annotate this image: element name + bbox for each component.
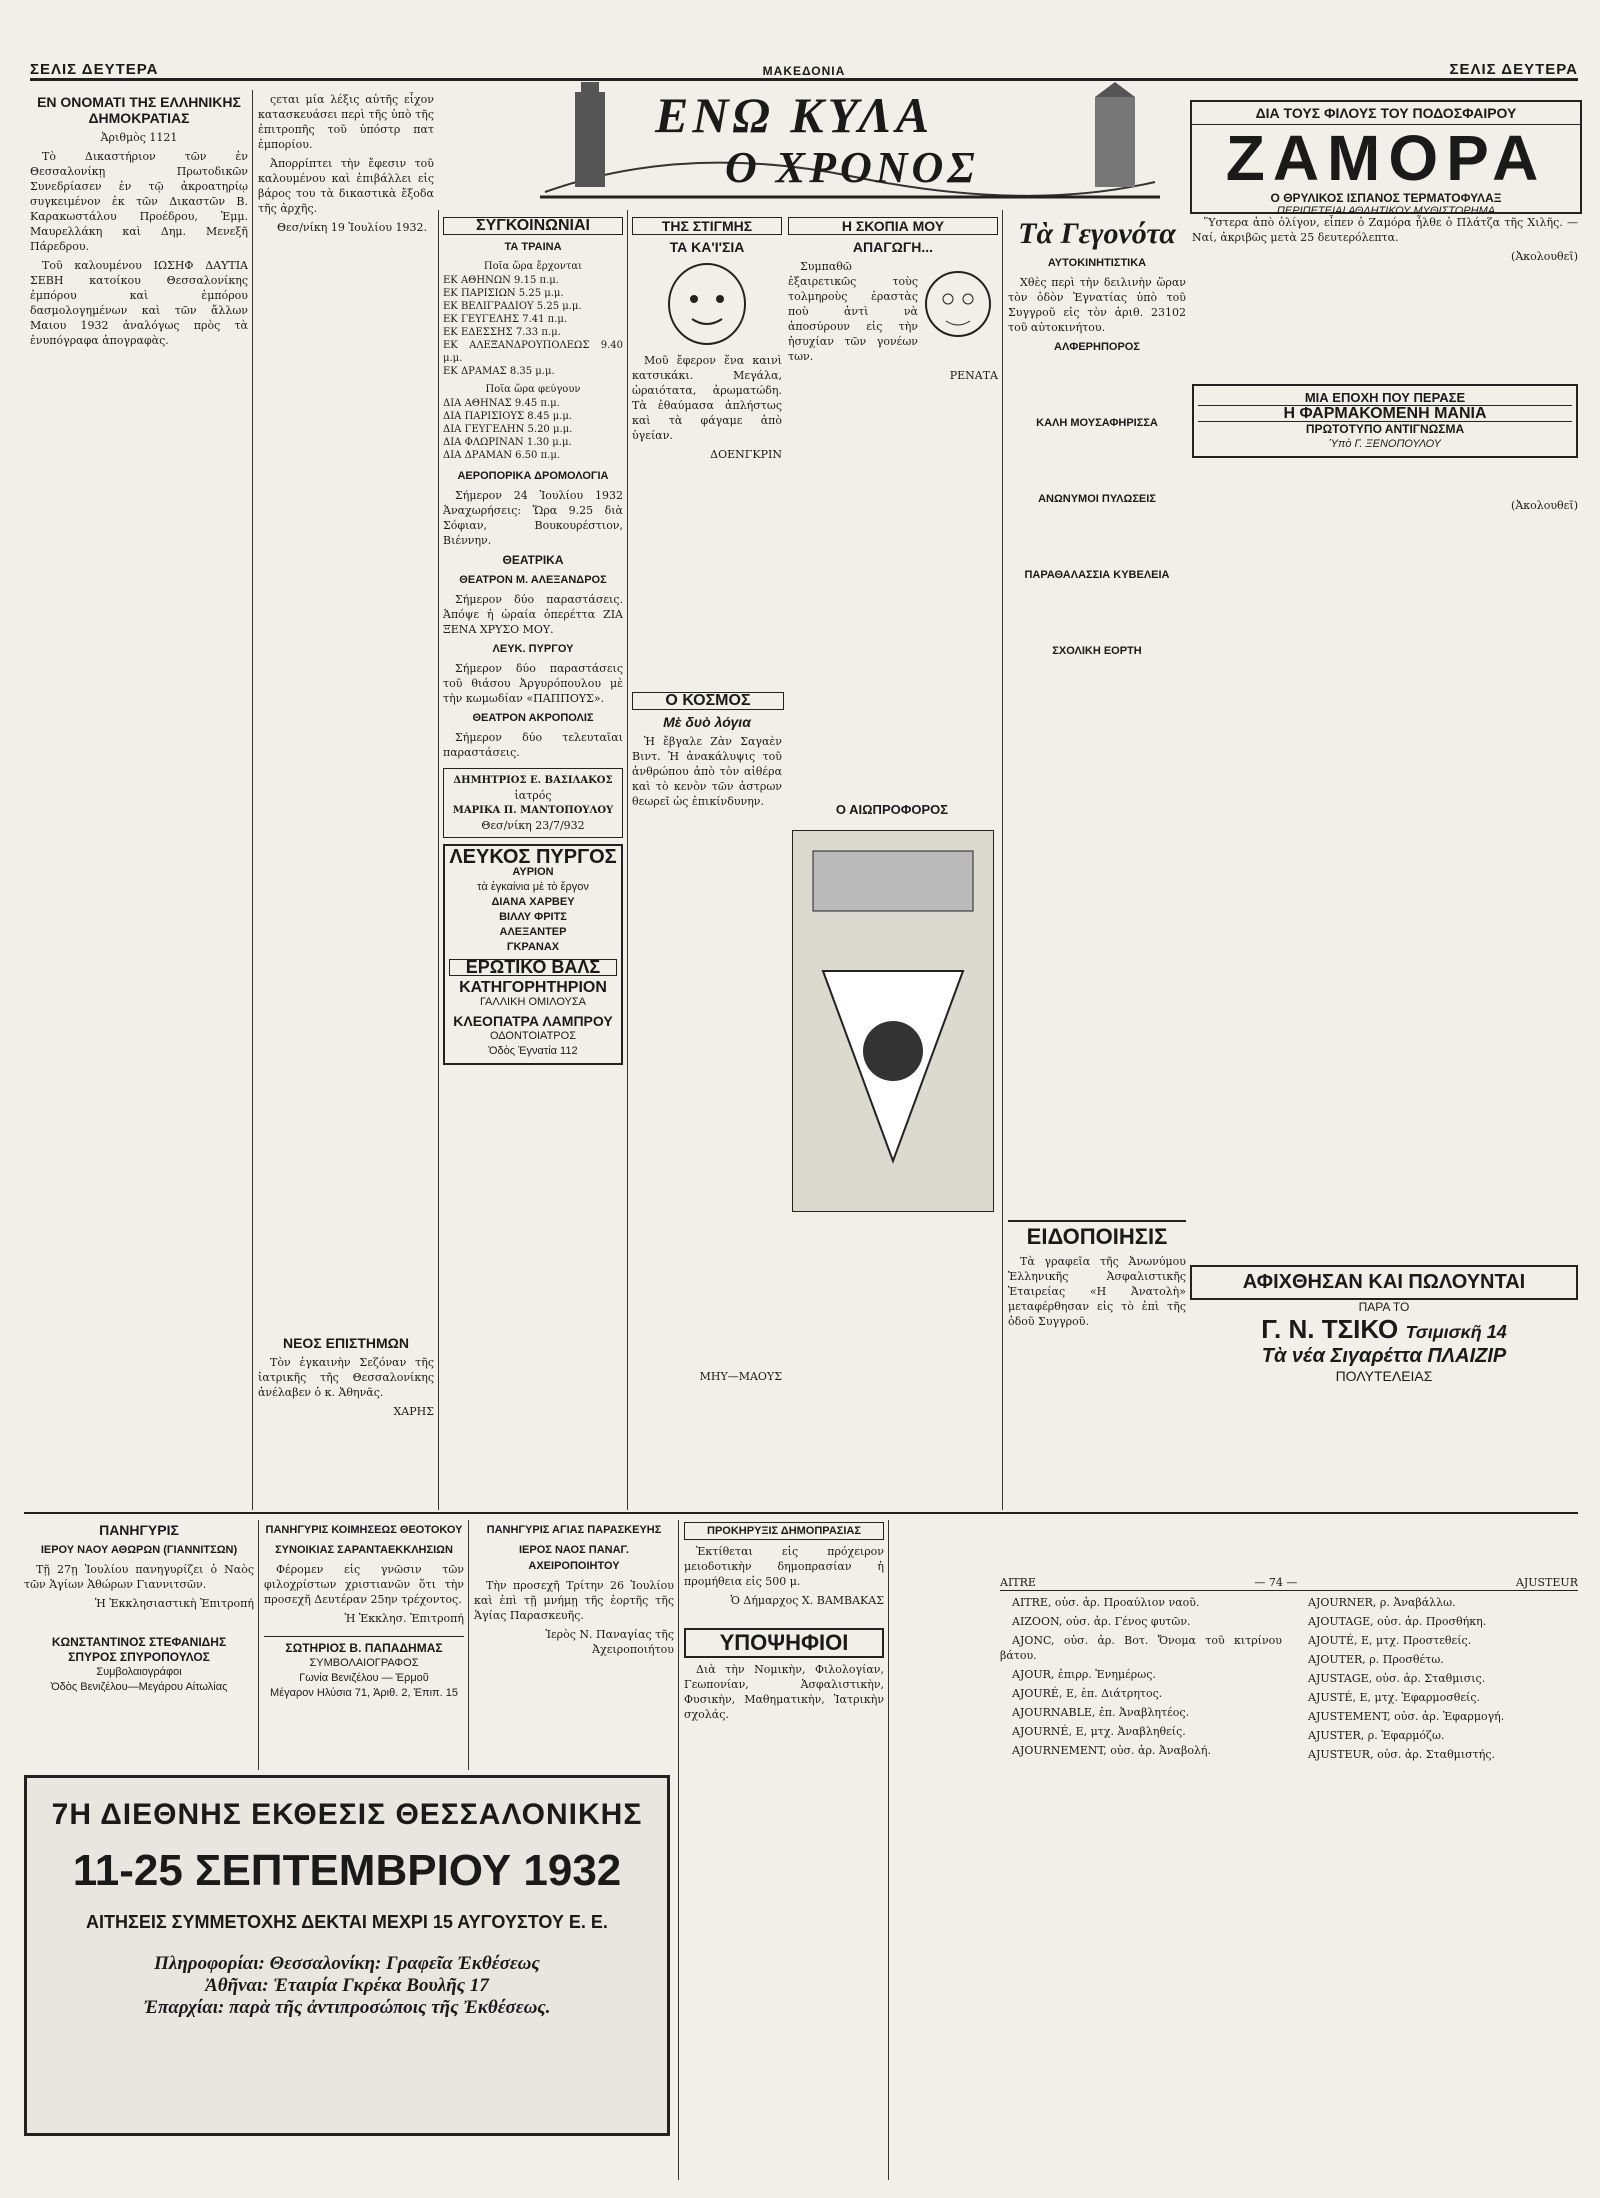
papadimas-addr1: Γωνία Βενιζέλου — Ἑρμοῦ (299, 1672, 429, 1684)
zamora-sub2: ΠΕΡΙΠΕΤΕΙΑΙ ΑΘΛΗΤΙΚΟΥ ΜΥΘΙΣΤΟΡΗΜΑ (1276, 205, 1496, 217)
theatre1-name: ΘΕΑΤΡΟΝ Μ. ΑΛΕΞΑΝΔΡΟΣ (459, 574, 607, 586)
arrive-label: Ποῖα ὥρα ἔρχονται (483, 261, 583, 272)
column-legal-1 (30, 92, 248, 1502)
scientist-text: Τὸν ἐγκαινὴν Σεζόναν τῆς ἰατρικῆς τῆς Θεσσαλονίκης ἀνέλαβεν ὁ κ. Ἀθηνᾶς. (258, 1356, 434, 1399)
story-box (1192, 384, 1578, 458)
dict-left-word: AITRE (1000, 1576, 1036, 1589)
zamora-ad (1190, 100, 1582, 217)
pan2-text: Φέρομεν εἰς γνῶσιν τῶν φιλοχρίστων χριστιανῶν ὅτι τὴν προσεχῆ Δευτέραν 25ην τρέχοντος. (264, 1563, 464, 1606)
masthead-bar (30, 58, 1578, 81)
exhibition-ad (24, 1775, 670, 2136)
zamora-title: ΖΑΜΟΡΑ (1225, 122, 1547, 194)
page-label: ΣΕΛΙΣ ΔΕΥΤΕΡΑ (30, 61, 159, 78)
pan3-subtitle: ΙΕΡΟΣ ΝΑΟΣ ΠΑΝΑΓ. ΑΧΕΙΡΟΠΟΙΗΤΟΥ (519, 1544, 629, 1572)
dentist-name: ΚΛΕΟΠΑΤΡΑ ΛΑΜΠΡΟΥ (453, 1013, 613, 1029)
leave-row: ΔΙΑ ΑΘΗΝΑΣ 9.45 π.μ. (443, 398, 560, 409)
doctor-role: ἰατρός (514, 789, 552, 802)
transport-title: ΣΥΓΚΟΙΝΩΝΙΑΙ (443, 217, 623, 235)
scientist-title: ΝΕΟΣ ΕΠΙΣΤΗΜΩΝ (282, 1335, 410, 1351)
notary-1: ΚΩΝΣΤΑΝΤΙΝΟΣ ΣΤΕΦΑΝΙΔΗΣ (51, 1635, 227, 1649)
pan1-subtitle: ΙΕΡΟΥ ΝΑΟΥ ΑΘΩΡΩΝ (ΓΙΑΝΝΙΤΣΩΝ) (40, 1544, 238, 1556)
leukos-line4: ΒΙΛΛΥ ΦΡΙΤΣ (499, 911, 567, 923)
notaries-ad (24, 1635, 254, 1695)
dict-entry: AJUSTEMENT, οὐσ. ἀρ. Ἐφαρμογή. (1308, 1710, 1505, 1723)
legal2-p2: Ἀπορρίπτει τὴν ἔφεσιν τοῦ καλουμένου καὶ ἐπιβάλλει εἰς βάρος του τὰ δικαστικὰ ἔξοδα τῆς ἀρχῆς. (258, 157, 434, 215)
column-rule (438, 210, 439, 1510)
dict-entry: AJUSTER, ρ. Ἐφαρμόζω. (1308, 1729, 1445, 1742)
caricature-illustration (632, 259, 782, 349)
auction-column (684, 1520, 884, 2180)
dentist-addr: Ὁδὸς Ἐγνατία 112 (488, 1045, 578, 1057)
column-rule (627, 210, 628, 1510)
cig-line2: ΠΑΡΑ ΤΟ (1358, 1300, 1410, 1314)
air-title: ΑΕΡΟΠΟΡΙΚΑ ΔΡΟΜΟΛΟΓΙΑ (457, 470, 609, 482)
stigmi-title: ΤΗΣ ΣΤΙΓΜΗΣ (632, 217, 782, 235)
notice-box (1008, 1220, 1186, 1452)
portrait-illustration (918, 259, 998, 349)
notary-role: Συμβολαιογράφοι (96, 1666, 182, 1678)
leukos-film: ΕΡΩΤΙΚΟ ΒΑΛΣ (449, 959, 617, 976)
theatre2-text: Σήμερον δύο παραστάσεις τοῦ θιάσου Ἀργυρόπουλου μὲ τὴν κωμωδίαν «ΠΑΠΠΟΥΣ». (443, 662, 623, 705)
column-zamora-story (1192, 215, 1578, 775)
dict-entry: AJOUR, ἐπιρρ. Ἐνημέρως. (1012, 1668, 1156, 1681)
paper-name: ΜΑΚΕΔΟΝΙΑ (762, 64, 846, 78)
skopia-text: Συμπαθῶ ἐξαιρετικῶς τοὺς τολμηροὺς ἐραστὰς ποὺ ἀντὶ νὰ ἀποσύρουν εἰς τὴν ἡσυχίαν τῶν γονέων των. (788, 260, 918, 363)
kosmos-title: Ο ΚΟΣΜΟΣ (632, 692, 784, 710)
gegonota-title: Τὰ Γεγονότα (1018, 217, 1176, 250)
arrive-row: ΕΚ ΑΘΗΝΩΝ 9.15 π.μ. (443, 275, 559, 286)
pan2-subtitle: ΣΥΝΟΙΚΙΑΣ ΣΑΡΑΝΤΑΕΚΚΛΗΣΙΩΝ (275, 1544, 453, 1556)
column-rule (252, 90, 253, 1510)
arrive-row: ΕΚ ΠΑΡΙΣΙΩΝ 5.25 μ.μ. (443, 288, 564, 299)
arrive-row: ΕΚ ΕΔΕΣΣΗΣ 7.33 π.μ. (443, 327, 561, 338)
column-transport (443, 215, 623, 1505)
leukos-title: ΛΕΥΚΟΣ ΠΥΡΓΟΣ (449, 846, 617, 868)
gegonota-h4: ΑΝΩΝΥΜΟΙ ΠΥΛΩΣΕΙΣ (1038, 493, 1156, 505)
auction-sign: Ὁ Δήμαρχος Χ. ΒΑΜΒΑΚΑΣ (730, 1594, 884, 1607)
theatre-title: ΘΕΑΤΡΙΚΑ (502, 553, 564, 567)
zamora-cont: (Ἀκολουθεῖ) (1511, 250, 1578, 263)
leave-label: Ποῖα ὥρα φεύγουν (485, 384, 581, 395)
expo-line6: Ἐπαρχίαι: παρὰ τῆς ἀντιπροσώποις τῆς Ἐκθέσεως. (143, 1997, 551, 2018)
trains-title: ΤΑ ΤΡΑΙΝΑ (504, 241, 562, 253)
doctor-name: ΔΗΜΗΤΡΙΟΣ Ε. ΒΑΣΙΛΑΚΟΣ (453, 775, 613, 786)
prodotes-label: Ο ΑΙΩΠΡΟΦΟΡΟΣ (835, 802, 949, 817)
cig-vendor: Γ. Ν. ΤΣΙΚΟ (1261, 1314, 1399, 1344)
leukos-line2: τὰ ἐγκαίνια μὲ τὸ ἔργον (477, 881, 589, 893)
cig-line3 (1190, 1314, 1578, 1345)
dict-entry: AJOURÉ, E, ἐπ. Διάτρητος. (1012, 1687, 1163, 1700)
legal2-date: Θεσ/νίκη 19 Ἰουλίου 1932. (276, 221, 427, 234)
leave-list (443, 397, 623, 462)
legal2-p1: ςεται μία λέξις αὐτῆς εἶχον κατασκευάσει περὶ τῆς ὑπὸ τῆς ἐπιτροπῆς τοῦ ὑπόστρ πατ ἐμπορίου. (258, 93, 434, 151)
pan2-sign: Ἡ Ἐκκλησ. Ἐπιτροπή (344, 1612, 464, 1625)
arrive-row: ΕΚ ΒΕΛΙΓΡΑΔΙΟΥ 5.25 μ.μ. (443, 301, 582, 312)
gegonota-h2: ΑΛΦΕΡΗΠΟΡΟΣ (1054, 341, 1140, 353)
column-legal-2 (258, 92, 434, 1502)
pan3-sign: Ἱερὸς Ν. Παναγίας τῆς Ἀχειροποιήτου (545, 1628, 674, 1656)
leukos-line1: ΑΥΡΙΟΝ (512, 866, 554, 878)
leukos-line6: ΓΚΡΑΝΑΧ (506, 941, 560, 953)
panegyris-1 (24, 1520, 254, 1770)
lottery-ticket-icon (793, 831, 993, 1211)
auction-title: ΠΡΟΚΗΡΥΞΙΣ ΔΗΜΟΠΡΑΣΙΑΣ (684, 1522, 884, 1540)
column-kosmos (632, 690, 998, 1510)
theatre1-text: Σήμερον δύο παραστάσεις. Ἀπόψε ἡ ὡραία ὀπερέττα ΖΙΑ ΞΕΝΑ ΧΡΥΣΟ ΜΟΥ. (443, 593, 623, 636)
leave-row: ΔΙΑ ΠΑΡΙΣΙΟΥΣ 8.45 μ.μ. (443, 411, 573, 422)
dictionary-header (1000, 1575, 1578, 1591)
notary-2: ΣΠΥΡΟΣ ΣΠΥΡΟΠΟΥΛΟΣ (68, 1650, 210, 1664)
panegyris-3 (474, 1520, 674, 1770)
cig-line5: ΠΟΛΥΤΕΛΕΙΑΣ (1335, 1368, 1433, 1384)
column-rule (258, 1520, 259, 1770)
auction-text: Ἐκτίθεται εἰς πρόχειρον μειοδοτικὴν δημοπρασίαν ἡ προμήθεια εἰς 500 μ. (684, 1545, 884, 1588)
papadimas-addr2: Μέγαρον Ηλύσια 71, Ἀριθ. 2, Ἐπιπ. 15 (270, 1687, 458, 1699)
lottery-ad (792, 830, 994, 1212)
stigmi-sign: ΔΟΕΝΓΚΡΙΝ (710, 448, 782, 461)
expo-line5: Ἀθῆναι: Ἑταιρία Γκρέκα Βουλῆς 17 (205, 1975, 489, 1996)
cig-line4: Τὰ νέα Σιγαρέττα ΠΛΑΙΖΙΡ (1261, 1345, 1507, 1367)
expo-line4: Πληροφορίαι: Θεσσαλονίκη: Γραφεῖα Ἐκθέσεως (154, 1953, 540, 1974)
arrive-row: ΕΚ ΑΛΕΞΑΝΔΡΟΥΠΟΛΕΩΣ 9.40 μ.μ. (443, 340, 623, 364)
kosmos-sign: ΜΗΥ—ΜΑΟΥΣ (699, 1370, 782, 1383)
dict-entry: AJOURNEMENT, οὐσ. ἀρ. Ἀναβολή. (1012, 1744, 1212, 1757)
zamora-text: Ὕστερα ἀπὸ ὀλίγον, εἶπεν ὁ Ζαμόρα ἦλθε ὁ Πλάτζα τῆς Χιλῆς. — Ναί, ἀκριβῶς μετὰ 25 δευτερόλεπτα. (1192, 216, 1578, 244)
section-divider (24, 1512, 1578, 1514)
column-rule (1002, 210, 1003, 1510)
doctor-ad (443, 768, 623, 838)
arrive-row: ΕΚ ΔΡΑΜΑΣ 8.35 μ.μ. (443, 366, 555, 377)
column-rule (888, 1520, 889, 2180)
theatre2-name: ΛΕΥΚ. ΠΥΡΓΟΥ (492, 643, 574, 655)
expo-line2: 11-25 ΣΕΠΤΕΜΒΡΙΟΥ 1932 (72, 1846, 622, 1895)
leave-row: ΔΙΑ ΦΛΩΡΙΝΑΝ 1.30 μ.μ. (443, 437, 572, 448)
leave-row: ΔΙΑ ΔΡΑΜΑΝ 6.50 π.μ. (443, 450, 561, 461)
notice-text: Τὰ γραφεῖα τῆς Ἀνωνύμου Ἑλληνικῆς Ἀσφαλιστικῆς Ἑταιρείας «Η Ἀνατολὴ» μεταφέρθησαν εἰς τὸ ἐπὶ τῆς ὁδοῦ Συγγροῦ. (1008, 1255, 1186, 1328)
expo-line3: ΑΙΤΗΣΕΙΣ ΣΥΜΜΕΤΟΧΗΣ ΔΕΚΤΑΙ ΜΕΧΡΙ 15 ΑΥΓΟΥΣΤΟΥ Ε. Ε. (86, 1912, 608, 1932)
column-rule (468, 1520, 469, 1770)
skopia-sign: ΡΕΝΑΤΑ (949, 369, 998, 382)
dict-page: — 74 — (1254, 1576, 1298, 1589)
papadimas-role: ΣΥΜΒΟΛΑΙΟΓΡΑΦΟΣ (309, 1657, 419, 1669)
legal-lead: Ἀριθμὸς 1121 (100, 131, 178, 144)
stigmi-subtitle: ΤΑ ΚΑ'Ι'ΣΙΑ (669, 239, 745, 255)
gegonota-h6: ΣΧΟΛΙΚΗ ΕΟΡΤΗ (1052, 645, 1142, 657)
legal-p1: Τὸ Δικαστήριον τῶν ἐν Θεσσαλονίκῃ Πρωτοδικῶν Συνεδρίασεν ἐν τῷ ἀκροατηρίῳ συγκειμένον ἐκ τῶν Δικαστῶν Β. Καρακωστάλου Προέδρου, Ἐμμ. Μαυρελλάκη καὶ Δημ. Μενεξῆ Πάρεδρου. (30, 150, 248, 253)
dict-entry: AJONC, οὐσ. ἀρ. Βοτ. Ὄνομα τοῦ κιτρίνου βάτου. (1000, 1634, 1282, 1662)
papadimas-name: ΣΩΤΗΡΙΟΣ Β. ΠΑΠΑΔΗΜΑΣ (285, 1641, 443, 1655)
cigarette-ad (1190, 1265, 1578, 1415)
scientist-sign: ΧΑΡΗΣ (393, 1405, 434, 1418)
pan3-text: Τὴν προσεχῆ Τρίτην 26 Ἰουλίου καὶ ἐπὶ τῇ μνήμῃ τῆς ἑορτῆς τῆς Ἁγίας Παρασκευῆς. (474, 1579, 674, 1622)
dict-entry: AIZOON, οὐσ. ἀρ. Γένος φυτῶν. (1012, 1615, 1191, 1628)
column-rule (678, 1520, 679, 2180)
papadimas-ad (264, 1636, 464, 1701)
column-stigmi (632, 215, 782, 685)
banner-subtitle: Ο ΧΡΟΝΟΣ (725, 143, 979, 192)
cig-line1: ΑΦΙΧΘΗΣΑΝ ΚΑΙ ΠΩΛΟΥΝΤΑΙ (1190, 1265, 1578, 1300)
legal-title: ΕΝ ΟΝΟΜΑΤΙ ΤΗΣ ΕΛΛΗΝΙΚΗΣ ΔΗΜΟΚΡΑΤΙΑΣ (37, 94, 241, 126)
gegonota-h5: ΠΑΡΑΘΑΛΑΣΣΙΑ ΚΥΒΕΛΕΙΑ (1024, 569, 1170, 581)
dict-right-word: AJUSTEUR (1515, 1576, 1578, 1589)
gegonota-t1: Χθὲς περὶ τὴν δειλινὴν ὥραν τὸν ὁδὸν Ἐγνατίας ὑπὸ τοῦ Συγγροῦ εἰς τὸν ἀριθ. 23102 τοῦ αὐτοκινήτου. (1008, 276, 1186, 334)
dictionary (1000, 1575, 1578, 2180)
skopia-title: Η ΣΚΟΠΙΑ ΜΟΥ (788, 217, 998, 235)
cig-address: Τσιμισκῆ 14 (1405, 1322, 1507, 1342)
doctor-addr: Θεσ/νίκη 23/7/932 (481, 819, 585, 832)
dict-entry: AJOUTER, ρ. Προσθέτω. (1308, 1653, 1444, 1666)
zamora-sub: Ο ΘΡΥΛΙΚΟΣ ΙΣΠΑΝΟΣ ΤΕΡΜΑΤΟΦΥΛΑΞ (1270, 191, 1502, 205)
story-box-line2: Η ΦΑΡΜΑΚΟΜΕΝΗ ΜΑΝΙΑ (1198, 405, 1572, 422)
pan2-title: ΠΑΝΗΓΥΡΙΣ ΚΟΙΜΗΣΕΩΣ ΘΕΟΤΟΚΟΥ (265, 1524, 463, 1536)
gegonota-h3: ΚΑΛΗ ΜΟΥΣΑΦΗΡΙΣΣΑ (1036, 417, 1158, 429)
notice-title: ΕΙΔΟΠΟΙΗΣΙΣ (1026, 1224, 1168, 1249)
pan1-title: ΠΑΝΗΓΥΡΙΣ (99, 1522, 179, 1538)
story-box-line3: ΠΡΩΤΟΤΥΠΟ ΑΝΤΙΓΝΩΣΜΑ (1305, 422, 1465, 436)
gegonota-h1: ΑΥΤΟΚΙΝΗΤΙΣΤΙΚΑ (1047, 257, 1147, 269)
kosmos-subtitle: Μὲ δυὸ λόγια (663, 714, 751, 730)
banner-title: ΕΝΩ ΚΥΛΑ (655, 87, 934, 143)
dict-entry: AJUSTAGE, οὐσ. ἀρ. Σταθμισις. (1308, 1672, 1486, 1685)
zamora-top: ΔΙΑ ΤΟΥΣ ΦΙΛΟΥΣ ΤΟΥ ΠΟΔΟΣΦΑΙΡΟΥ (1192, 102, 1580, 125)
skopia-subtitle: ΑΠΑΓΩΓΗ... (852, 239, 934, 255)
page-label-right: ΣΕΛΙΣ ΔΕΥΤΕΡΑ (1449, 61, 1578, 78)
panegyris-2 (264, 1520, 464, 1770)
dict-entry: AJOURNER, ρ. Ἀναβάλλω. (1308, 1596, 1456, 1609)
leukos-film2: ΚΑΤΗΓΟΡΗΤΗΡΙΟΝ (459, 979, 607, 996)
pan1-sign: Ἡ Ἐκκλησιαστικὴ Ἐπιτροπή (94, 1597, 254, 1610)
pan1-text: Τῇ 27ῃ Ἰουλίου πανηγυρίζει ὁ Ναὸς τῶν Ἁγίων Ἀθώρων Γιαννιτσῶν. (24, 1563, 254, 1591)
stigmi-text: Μοῦ ἔφερον ἕνα καινὶ κατσικάκι. Μεγάλα, ὡραιότατα, ἀρωματώδη. Τὰ ἐθαύμασα ἀπλήστως καὶ τὰ φάγαμε ἀπὸ ὑγείαν. (632, 354, 782, 442)
leukos-line3: ΔΙΑΝΑ ΧΑΡΒΕΥ (491, 896, 575, 908)
story-box-line4: Ὑπὸ Γ. ΞΕΝΟΠΟΥΛΟΥ (1329, 438, 1441, 450)
section-banner (535, 82, 1165, 202)
dict-entry: AJUSTEUR, οὐσ. ἀρ. Σταθμιστής. (1308, 1748, 1495, 1761)
pan3-title: ΠΑΝΗΓΥΡΙΣ ΑΓΙΑΣ ΠΑΡΑΣΚΕΥΗΣ (486, 1524, 662, 1536)
arrive-list (443, 274, 623, 378)
legal-p2: Τοῦ καλουμένου ΙΩΣΗΦ ΔΑΥΤΙΑ ΣΕΒΗ κατοίκου Θεσσαλονίκης ἐμπόρου καὶ ἐμπόρου δασμολογημένων καὶ τῶν ἄλλων Μαιου 1932 ἀναλόγως πρὸς τὰ ἐνυπόγραφα ἀπογραφὰς. (30, 259, 248, 347)
dict-entry: AJOURNÉ, E, μτχ. Ἀναβληθείς. (1012, 1725, 1186, 1738)
leave-row: ΔΙΑ ΓΕΥΓΕΛΗΝ 5.20 μ.μ. (443, 424, 573, 435)
dict-entry: AJOUTAGE, οὐσ. ἀρ. Προσθήκη. (1308, 1615, 1487, 1628)
column-skopia (788, 215, 998, 685)
kosmos-text: Ἡ ἔβγαλε Ζὰν Σαγαὲν Βιντ. Ἡ ἀνακάλυψις τοῦ ἀνθρώπου ἀπὸ τὸν αἰθέρα καὶ τὸ κενὸν τῶν ἀστρων θεωρεῖ ὡς ἐπικίνδυνην. (632, 735, 782, 808)
story-box-line1: ΜΙΑ ΕΠΟΧΗ ΠΟΥ ΠΕΡΑΣΕ (1304, 390, 1466, 405)
dictionary-entries (1000, 1595, 1578, 1764)
air-text: Σήμερον 24 Ἰουλίου 1932 Ἀναχωρήσεις: Ὥρα 9.25 διὰ Σόφιαν, Βουκουρέστιον, Βιέννην. (443, 489, 623, 547)
notary-addr: Ὁδὸς Βενιζέλου—Μεγάρου Αἰτωλίας (50, 1681, 228, 1693)
dentist-role: ΟΔΟΝΤΟΙΑΤΡΟΣ (489, 1030, 576, 1042)
theatre3-text: Σήμερον δύο τελευταῖαι παραστάσεις. (443, 731, 623, 759)
dict-entry: AJOURNABLE, ἐπ. Ἀναβλητέος. (1012, 1706, 1190, 1719)
candidates-title: ΥΠΟΨΗΦΙΟΙ (684, 1628, 884, 1658)
leukos-line5: ΑΛΕΞΑΝΤΕΡ (499, 926, 567, 938)
dict-entry: AJOUTÉ, E, μτχ. Προστεθείς. (1308, 1634, 1472, 1647)
arrive-row: ΕΚ ΓΕΥΓΕΛΗΣ 7.41 π.μ. (443, 314, 568, 325)
zamora-cont2: (Ἀκολουθεῖ) (1511, 499, 1578, 512)
doctor-line: ΜΑΡΙΚΑ Π. ΜΑΝΤΟΠΟΥΛΟΥ (452, 805, 614, 816)
expo-line1: 7Η ΔΙΕΘΝΗΣ ΕΚΘΕΣΙΣ ΘΕΣΣΑΛΟΝΙΚΗΣ (51, 1798, 643, 1831)
leukos-ad (443, 844, 623, 1065)
dict-entry: AITRE, οὐσ. ἀρ. Προαύλιον ναοῦ. (1012, 1596, 1200, 1609)
candidates-text: Διὰ τὴν Νομικὴν, Φιλολογίαν, Γεωπονίαν, Ἀσφαλιστικὴν, Φυσικὴν, Μαθηματικὴν, Ἰατρικὴν σχολάς. (684, 1663, 884, 1721)
theatre3-name: ΘΕΑΤΡΟΝ ΑΚΡΟΠΟΛΙΣ (472, 712, 594, 724)
leukos-film2-sub: ΓΑΛΛΙΚΗ ΟΜΙΛΟΥΣΑ (479, 996, 587, 1008)
dict-entry: AJUSTÉ, E, μτχ. Ἐφαρμοσθείς. (1308, 1691, 1480, 1704)
